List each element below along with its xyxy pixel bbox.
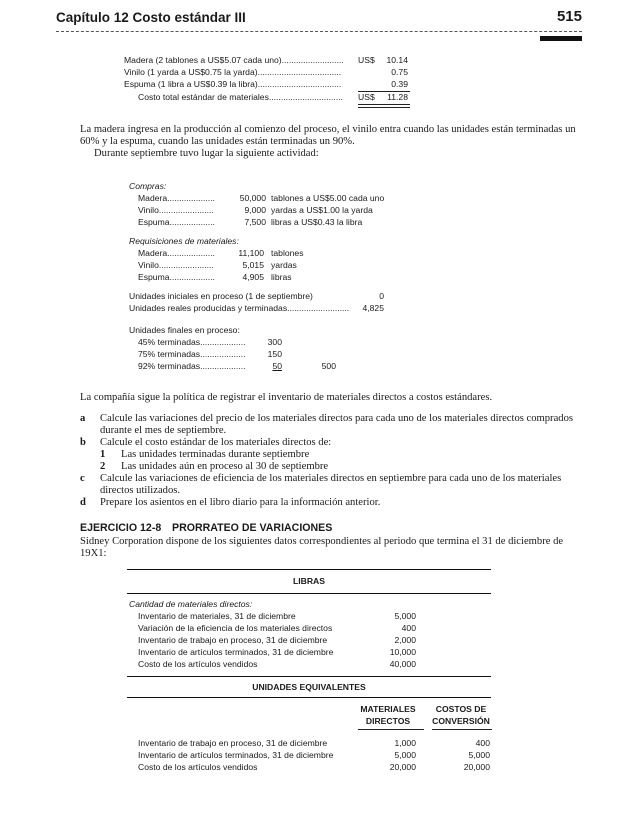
std-row-label: Espuma (1 libra a US$0.39 la libra)................................... bbox=[124, 79, 342, 89]
table-row-mat: 20,000 bbox=[389, 762, 416, 772]
intro-paragraph: La madera ingresa en la producción al comienzo del proceso, el vinilo entra cuando las unidades están terminadas un 60% y la espuma, cuando las unidades están terminadas un 90%. bbox=[80, 124, 576, 147]
table-rule bbox=[127, 676, 491, 677]
std-row-value: 0.75 bbox=[391, 67, 408, 77]
requisiciones-title: Requisiciones de materiales: bbox=[129, 236, 239, 246]
finales-item-label: 45% terminadas................... bbox=[138, 337, 246, 347]
table-row-value: 40,000 bbox=[389, 659, 416, 669]
libras-subtitle: Cantidad de materiales directos: bbox=[129, 599, 253, 609]
unidades-header-rule bbox=[127, 697, 491, 698]
table-row-label: Variación de la eficiencia de los materiales directos bbox=[138, 623, 333, 633]
col-conversion-line2: CONVERSIÓN bbox=[432, 716, 490, 726]
compras-item-qty: 9,000 bbox=[244, 205, 266, 215]
table-top-rule bbox=[127, 569, 491, 570]
compras-item-qty: 50,000 bbox=[239, 193, 266, 203]
std-row-label: Vinilo (1 yarda a US$0.75 la yarda)................................... bbox=[124, 67, 342, 77]
std-row-value: 0.39 bbox=[391, 79, 408, 89]
activity-line: Durante septiembre tuvo lugar la siguiente actividad: bbox=[94, 148, 319, 159]
question-text: Calcule las variaciones de eficiencia de los materiales directos en septiembre para cada uno de los materiales directos utilizados. bbox=[100, 473, 562, 496]
requisicion-item-unit: libras bbox=[271, 272, 292, 282]
std-row-label: Madera (2 tablones a US$5.07 cada uno).......................... bbox=[124, 55, 344, 65]
unidades-iniciales-label: Unidades iniciales en proceso (1 de septiembre) bbox=[129, 291, 313, 301]
compras-item-desc: tablones a US$5.00 cada uno bbox=[271, 193, 385, 203]
header-rule bbox=[56, 31, 582, 32]
table-row-conv: 5,000 bbox=[468, 750, 490, 760]
table-row-label: Inventario de trabajo en proceso, 31 de diciembre bbox=[138, 635, 328, 645]
libras-header-rule bbox=[127, 593, 491, 594]
question-subtext: Las unidades aún en proceso al 30 de septiembre bbox=[121, 461, 329, 472]
question-subnumber: 1 bbox=[100, 449, 106, 460]
compras-item-label: Espuma................... bbox=[138, 217, 215, 227]
header-bar bbox=[540, 36, 582, 41]
table-row-value: 5,000 bbox=[394, 611, 416, 621]
requisicion-item-unit: yardas bbox=[271, 260, 297, 270]
requisicion-item-qty: 5,015 bbox=[242, 260, 264, 270]
finales-total: 500 bbox=[321, 361, 336, 371]
col-conversion-line1: COSTOS DE bbox=[435, 704, 487, 714]
politica-line: La compañía sigue la política de registrar el inventario de materiales directos a costos estándares. bbox=[80, 392, 493, 403]
requisicion-item-qty: 4,905 bbox=[242, 272, 264, 282]
finales-item-value: 150 bbox=[267, 349, 282, 359]
finales-item-value: 300 bbox=[267, 337, 282, 347]
question-letter: b bbox=[80, 437, 86, 448]
std-row-label: Costo total estándar de materiales............................... bbox=[138, 92, 343, 102]
compras-item-qty: 7,500 bbox=[244, 217, 266, 227]
unidades-reales-value: 4,825 bbox=[362, 303, 384, 313]
std-row-currency: US$ bbox=[358, 55, 375, 65]
chapter-title: Capítulo 12 Costo estándar III bbox=[56, 10, 246, 25]
table-row-conv: 400 bbox=[475, 738, 490, 748]
unidades-reales-label: Unidades reales producidas y terminadas.......................... bbox=[129, 303, 350, 313]
question-text: Calcule el costo estándar de los materiales directos de: bbox=[100, 437, 332, 448]
col-conversion-underline bbox=[432, 729, 492, 730]
finales-item-label: 75% terminadas................... bbox=[138, 349, 246, 359]
table-row-value: 10,000 bbox=[389, 647, 416, 657]
table-row-label: Inventario de materiales, 31 de diciembre bbox=[138, 611, 296, 621]
col-materiales-underline bbox=[358, 729, 424, 730]
finales-item-label: 92% terminadas................... bbox=[138, 361, 246, 371]
table-row-label: Inventario de artículos terminados, 31 de diciembre bbox=[138, 750, 334, 760]
finales-item-value: 50 bbox=[272, 361, 282, 371]
compras-title: Compras: bbox=[129, 181, 167, 191]
table-row-mat: 5,000 bbox=[394, 750, 416, 760]
col-materiales-line1: MATERIALES bbox=[360, 704, 416, 714]
question-text: Calcule las variaciones del precio de los materiales directos para cada uno de los materiales directos comprados durante el mes de septiembre. bbox=[100, 413, 573, 436]
exercise-title: PRORRATEO DE VARIACIONES bbox=[172, 522, 333, 534]
table-row-value: 2,000 bbox=[394, 635, 416, 645]
requisicion-item-label: Vinilo....................... bbox=[138, 260, 214, 270]
table-row-label: Inventario de trabajo en proceso, 31 de diciembre bbox=[138, 738, 328, 748]
total-double-line bbox=[358, 104, 410, 108]
requisicion-item-qty: 11,100 bbox=[238, 248, 264, 258]
std-row-value: 11.28 bbox=[387, 92, 408, 102]
exercise-number: EJERCICIO 12-8 bbox=[80, 522, 162, 534]
table-row-label: Costo de los artículos vendidos bbox=[138, 659, 258, 669]
table-row-label: Costo de los artículos vendidos bbox=[138, 762, 258, 772]
table-row-value: 400 bbox=[401, 623, 416, 633]
question-letter: a bbox=[80, 413, 86, 424]
question-letter: d bbox=[80, 497, 86, 508]
page-number: 515 bbox=[556, 8, 582, 25]
libras-header: LIBRAS bbox=[293, 576, 325, 586]
compras-item-label: Madera.................... bbox=[138, 193, 215, 203]
table-row-conv: 20,000 bbox=[463, 762, 490, 772]
compras-item-desc: yardas a US$1.00 la yarda bbox=[271, 205, 373, 215]
table-row-mat: 1,000 bbox=[394, 738, 416, 748]
requisicion-item-label: Madera.................... bbox=[138, 248, 215, 258]
requisicion-item-unit: tablones bbox=[271, 248, 304, 258]
unidades-iniciales-value: 0 bbox=[379, 291, 384, 301]
question-subtext: Las unidades terminadas durante septiembre bbox=[121, 449, 310, 460]
std-row-currency: US$ bbox=[358, 92, 375, 102]
unidades-finales-title: Unidades finales en proceso: bbox=[129, 325, 240, 335]
col-materiales-line2: DIRECTOS bbox=[365, 716, 411, 726]
question-letter: c bbox=[80, 473, 85, 484]
question-text: Prepare los asientos en el libro diario para la información anterior. bbox=[100, 497, 381, 508]
exercise-intro: Sidney Corporation dispone de los siguientes datos correspondientes al periodo que termina el 31 de diciembre de 19X1: bbox=[80, 536, 564, 559]
compras-item-label: Vinilo....................... bbox=[138, 205, 214, 215]
requisicion-item-label: Espuma................... bbox=[138, 272, 215, 282]
question-subnumber: 2 bbox=[100, 461, 106, 472]
std-row-value: 10.14 bbox=[386, 55, 408, 65]
unidades-header: UNIDADES EQUIVALENTES bbox=[252, 682, 366, 692]
table-row-label: Inventario de artículos terminados, 31 de diciembre bbox=[138, 647, 334, 657]
compras-item-desc: libras a US$0.43 la libra bbox=[271, 217, 363, 227]
